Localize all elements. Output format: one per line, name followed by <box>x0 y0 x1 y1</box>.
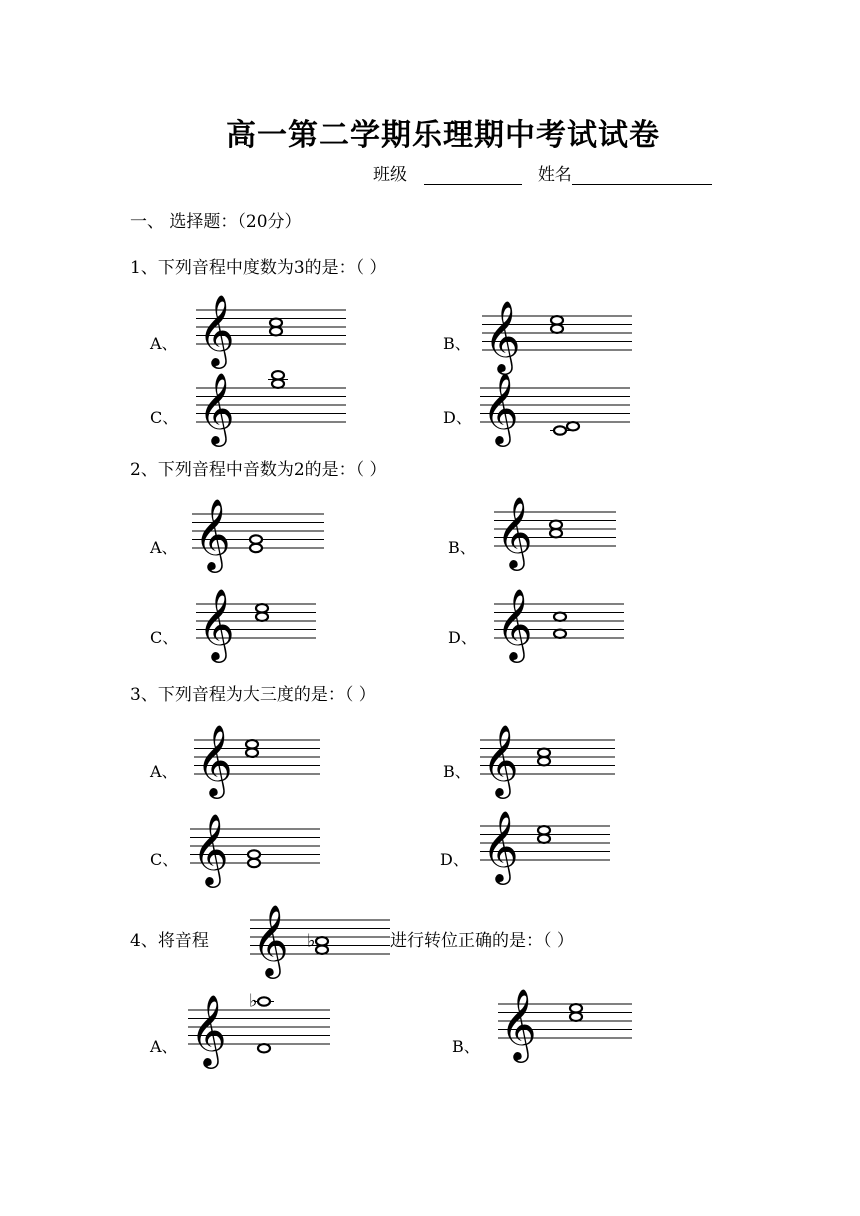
whole-note <box>538 835 550 843</box>
whole-note <box>248 850 260 858</box>
treble-clef-icon: 𝄞 <box>484 299 521 372</box>
q3-option-b-staff <box>480 723 615 796</box>
class-label: 班级 <box>373 165 407 185</box>
q3-option-d-staff <box>480 809 610 882</box>
whole-note <box>554 630 566 638</box>
q1-option-b-staff <box>482 299 632 372</box>
q4-option-a-staff <box>188 990 330 1066</box>
q1-option-d-staff <box>480 371 630 444</box>
whole-note <box>272 371 284 379</box>
q4-option-a-label[interactable]: A、 <box>150 1037 178 1056</box>
treble-clef-icon: 𝄞 <box>252 903 289 976</box>
q1-option-c-staff <box>196 371 346 444</box>
q4-option-b-staff <box>498 987 632 1060</box>
whole-note <box>570 1004 582 1012</box>
whole-note <box>570 1013 582 1021</box>
q4-question-staff <box>250 903 390 976</box>
q1-option-c-label[interactable]: C、 <box>150 408 179 427</box>
q4-option-b-label[interactable]: B、 <box>452 1037 480 1056</box>
q1-option-b-label[interactable]: B、 <box>443 334 471 353</box>
flat-sign-icon: ♭ <box>307 930 316 952</box>
q3-option-d-label[interactable]: D、 <box>440 850 469 869</box>
question-1-text: 1、下列音程中度数为3的是：（ ） <box>130 258 387 278</box>
treble-clef-icon: 𝄞 <box>196 723 233 796</box>
treble-clef-icon: 𝄞 <box>482 809 519 882</box>
whole-note <box>554 426 566 434</box>
treble-clef-icon: 𝄞 <box>496 495 533 568</box>
treble-clef-icon: 𝄞 <box>194 497 231 570</box>
name-label: 姓名 <box>537 165 572 185</box>
whole-note <box>250 544 262 552</box>
treble-clef-icon: 𝄞 <box>496 587 533 660</box>
class-blank[interactable] <box>424 166 522 185</box>
q3-option-c-staff <box>190 812 320 885</box>
flat-sign-icon: ♭ <box>249 990 258 1012</box>
whole-note <box>567 422 579 430</box>
q1-option-d-label[interactable]: D、 <box>443 408 472 427</box>
whole-note <box>551 325 563 333</box>
question-3-text: 3、下列音程为大三度的是：（ ） <box>130 685 376 705</box>
whole-note <box>270 327 282 335</box>
whole-note <box>538 749 550 757</box>
q2-option-c-label[interactable]: C、 <box>150 628 179 647</box>
whole-note <box>258 1044 270 1052</box>
treble-clef-icon: 𝄞 <box>198 371 235 444</box>
whole-note <box>250 535 262 543</box>
whole-note <box>316 946 328 954</box>
treble-clef-icon: 𝄞 <box>198 293 235 366</box>
whole-note <box>538 826 550 834</box>
whole-note <box>550 521 562 529</box>
whole-note <box>316 937 328 945</box>
whole-note <box>554 613 566 621</box>
whole-note <box>246 749 258 757</box>
page-title: 高一第二学期乐理期中考试试卷 <box>226 118 660 153</box>
q2-option-c-staff <box>196 587 316 660</box>
q3-option-c-label[interactable]: C、 <box>150 850 179 869</box>
whole-note <box>256 604 268 612</box>
q3-option-a-staff <box>194 723 320 796</box>
whole-note <box>550 529 562 537</box>
treble-clef-icon: 𝄞 <box>192 812 229 885</box>
whole-note <box>551 316 563 324</box>
name-blank[interactable] <box>572 166 712 185</box>
whole-note <box>272 380 284 388</box>
q1-option-a-label[interactable]: A、 <box>150 334 178 353</box>
question-4-text-before: 4、将音程 <box>130 931 209 951</box>
q2-option-a-staff <box>192 497 324 570</box>
whole-note <box>248 859 260 867</box>
q3-option-a-label[interactable]: A、 <box>150 762 178 781</box>
class-field[interactable] <box>373 160 712 185</box>
question-2-text: 2、下列音程中音数为2的是：（ ） <box>130 460 387 480</box>
treble-clef-icon: 𝄞 <box>190 993 227 1066</box>
whole-note <box>538 757 550 765</box>
whole-note <box>246 740 258 748</box>
treble-clef-icon: 𝄞 <box>500 987 537 1060</box>
q2-option-b-staff <box>494 495 616 568</box>
q2-option-b-label[interactable]: B、 <box>448 538 476 557</box>
q2-option-a-label[interactable]: A、 <box>150 538 178 557</box>
q3-option-b-label[interactable]: B、 <box>443 762 471 781</box>
treble-clef-icon: 𝄞 <box>482 371 519 444</box>
q2-option-d-label[interactable]: D、 <box>448 628 477 647</box>
section-heading: 一、 选择题：（20分） <box>130 212 302 232</box>
treble-clef-icon: 𝄞 <box>482 723 519 796</box>
q2-option-d-staff <box>494 587 624 660</box>
whole-note <box>256 613 268 621</box>
treble-clef-icon: 𝄞 <box>198 587 235 660</box>
whole-note <box>270 319 282 327</box>
whole-note <box>258 997 270 1005</box>
question-4-text-after: 进行转位正确的是：（ ） <box>390 931 574 951</box>
q1-option-a-staff <box>196 293 346 366</box>
